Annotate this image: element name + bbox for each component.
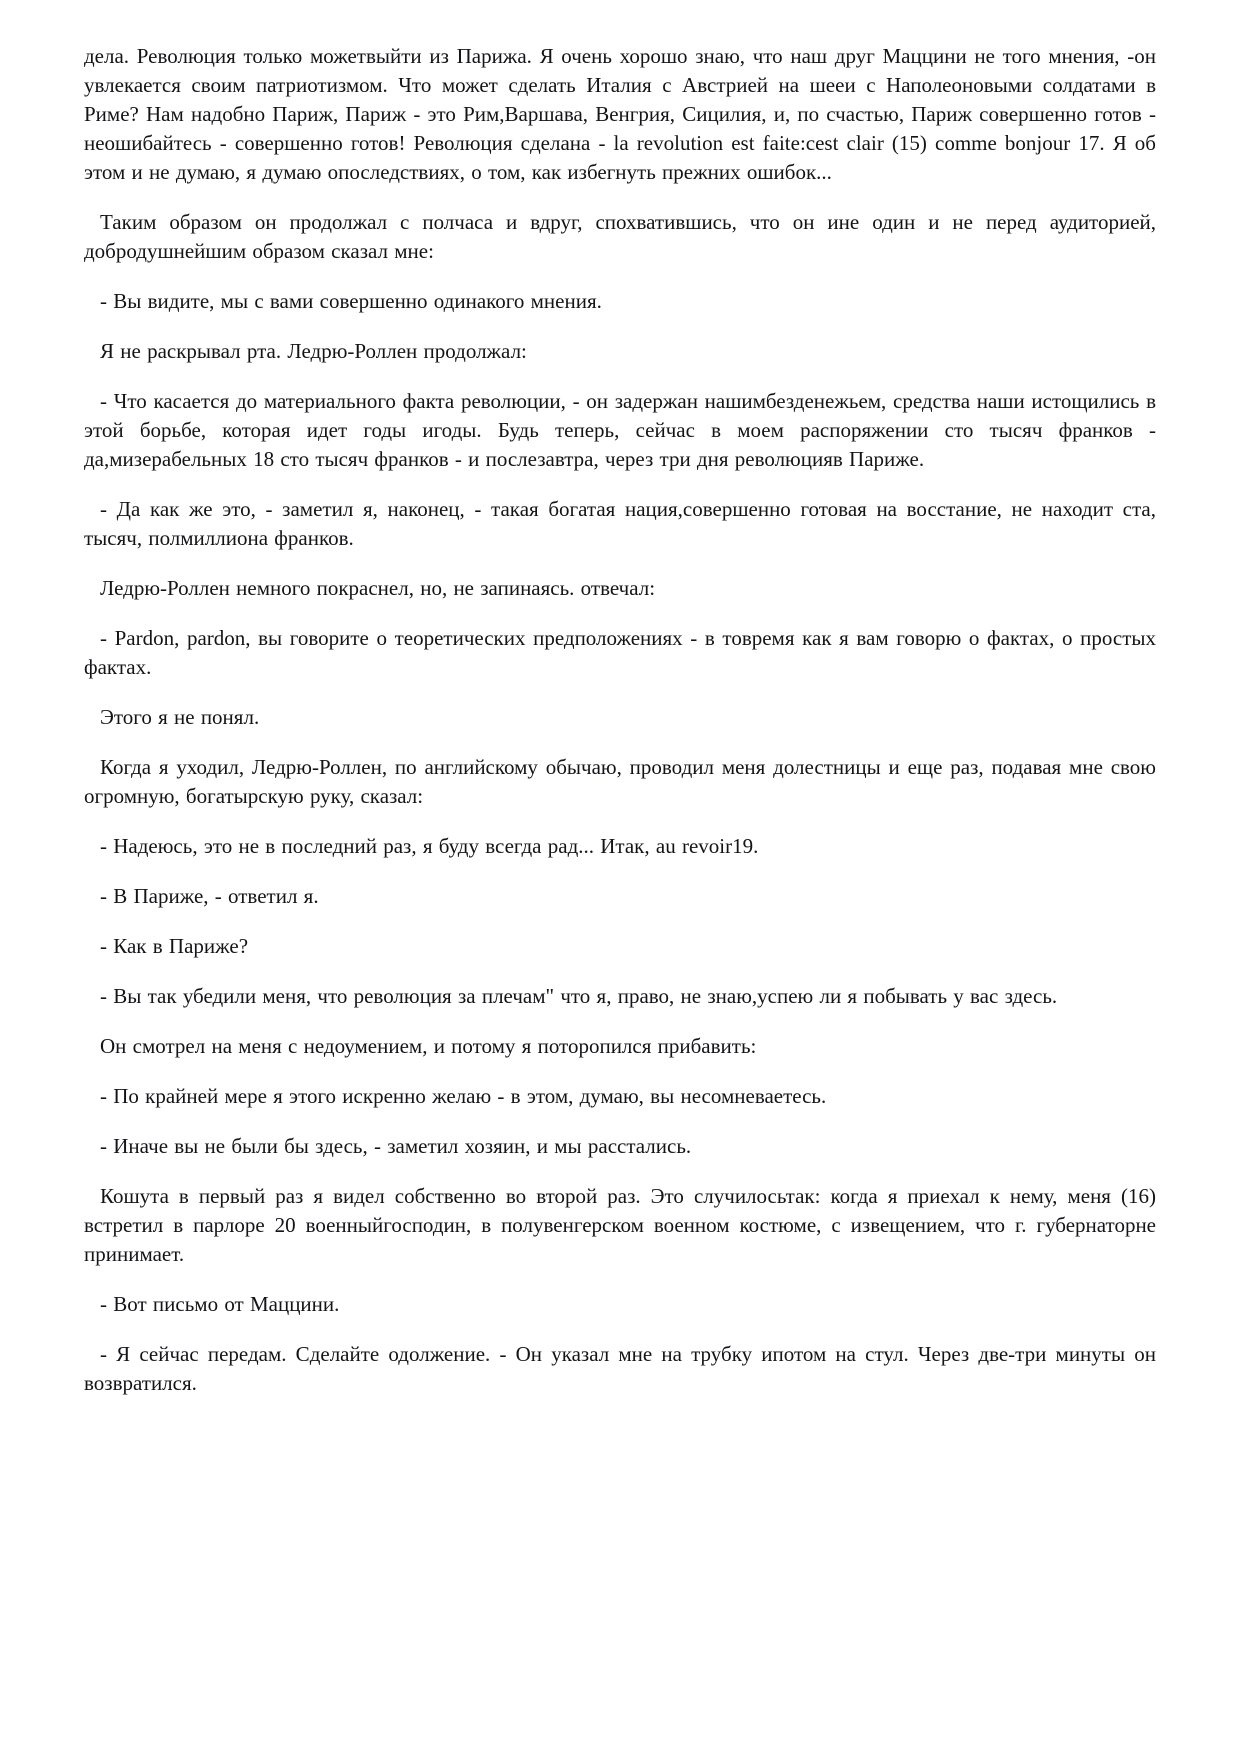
paragraph: Кошута в первый раз я видел собственно во второй раз. Это случилосьтак: когда я приехал к нему, меня (16) встретил в парлоре 20 военныйгосподин, в полувенгерском военном костюме, с извещением, что г. губернаторне принимает. [84, 1184, 1156, 1266]
paragraph: дела. Революция только можетвыйти из Парижа. Я очень хорошо знаю, что наш друг Маццини не того мнения, -он увлекается своим патриотизмом. Что может сделать Италия с Австрией на шееи с Наполеоновыми солдатами в Риме? Нам надобно Париж, Париж - это Рим,Варшава, Венгрия, Сицилия, и, по счастью, Париж совершенно готов - неошибайтесь - совершенно готов! Революция сделана - la revolution est faite:cest clair (15) comme bonjour 17. Я об этом и не думаю, я думаю опоследствиях, о том, как избегнуть прежних ошибок... [84, 44, 1156, 184]
paragraph: - Как в Париже? [100, 934, 249, 958]
paragraph: - Pardon, pardon, вы говорите о теоретических предположениях - в товремя как я вам говорю о фактах, о простых фактах. [84, 626, 1156, 679]
paragraph: Ледрю-Роллен немного покраснел, но, не запинаясь. отвечал: [100, 576, 656, 600]
paragraph: - Вы так убедили меня, что революция за плечам" что я, право, не знаю,успею ли я побывать у вас здесь. [100, 984, 1058, 1008]
paragraph: - Вот письмо от Маццини. [100, 1292, 340, 1316]
paragraph: - По крайней мере я этого искренно желаю - в этом, думаю, вы несомневаетесь. [100, 1084, 827, 1108]
text-body [84, 42, 1156, 1398]
paragraph: Я не раскрывал рта. Ледрю-Роллен продолжал: [100, 339, 527, 363]
paragraph: Таким образом он продолжал с полчаса и вдруг, спохватившись, что он ине один и не перед аудиторией, добродушнейшим образом сказал мне: [84, 210, 1156, 263]
paragraph: - Иначе вы не были бы здесь, - заметил хозяин, и мы расстались. [100, 1134, 692, 1158]
paragraph: Этого я не понял. [100, 705, 260, 729]
paragraph: - Что касается до материального факта революции, - он задержан нашимбезденежьем, средства наши истощились в этой борьбе, которая идет годы игоды. Будь теперь, сейчас в моем распоряжении сто тысяч франков - да,мизерабельных 18 сто тысяч франков - и послезавтра, через три дня революцияв Париже. [84, 389, 1156, 471]
paragraph: Он смотрел на меня с недоумением, и потому я поторопился прибавить: [100, 1034, 757, 1058]
paragraph: - Я сейчас передам. Сделайте одолжение. - Он указал мне на трубку ипотом на стул. Через две-три минуты он возвратился. [84, 1342, 1156, 1395]
paragraph: Когда я уходил, Ледрю-Роллен, по английскому обычаю, проводил меня долестницы и еще раз, подавая мне свою огромную, богатырскую руку, сказал: [84, 755, 1156, 808]
paragraph: - Надеюсь, это не в последний раз, я буду всегда рад... Итак, au revoir19. [100, 834, 759, 858]
paragraph: - Вы видите, мы с вами совершенно одинакого мнения. [100, 289, 602, 313]
paragraph: - Да как же это, - заметил я, наконец, - такая богатая нация,совершенно готовая на восстание, не находит ста, тысяч, полмиллиона франков. [84, 497, 1156, 550]
paragraph: - В Париже, - ответил я. [100, 884, 319, 908]
